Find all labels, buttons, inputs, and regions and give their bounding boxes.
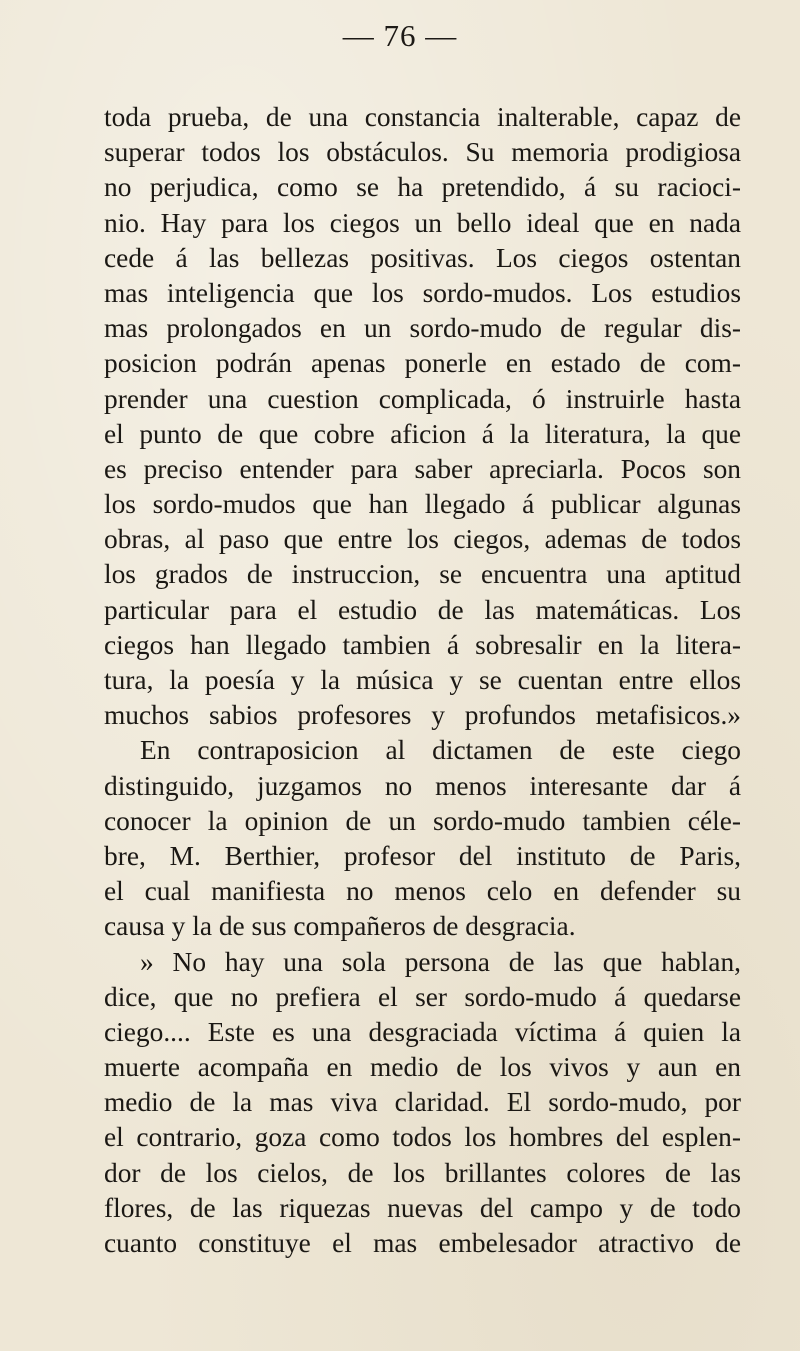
- text-line: distinguido, juzgamos no menos interesante dar á: [104, 770, 741, 801]
- text-line: posicion podrán apenas ponerle en estado de com-: [104, 348, 741, 379]
- text-line: mas prolongados en un sordo-mudo de regular dis-: [104, 313, 741, 344]
- text-line: nio. Hay para los ciegos un bello ideal que en nada: [104, 207, 741, 238]
- text-line: mas inteligencia que los sordo-mudos. Los estudios: [104, 277, 741, 308]
- text-line: el contrario, goza como todos los hombres del esplen-: [104, 1122, 741, 1153]
- text-line: bre, M. Berthier, profesor del instituto de Paris,: [104, 840, 741, 871]
- text-line: superar todos los obstáculos. Su memoria prodigiosa: [104, 137, 741, 168]
- text-line: En contraposicion al dictamen de este ciego: [140, 735, 741, 766]
- text-line: dor de los cielos, de los brillantes colores de las: [104, 1157, 741, 1188]
- text-line: los sordo-mudos que han llegado á publicar algunas: [104, 489, 741, 520]
- text-line: cuanto constituye el mas embelesador atractivo de: [104, 1228, 741, 1258]
- text-line: el punto de que cobre aficion á la literatura, la que: [104, 418, 741, 449]
- text-line: obras, al paso que entre los ciegos, ademas de todos: [104, 524, 741, 555]
- text-line: ciego.... Este es una desgraciada víctima á quien la: [104, 1016, 741, 1047]
- text-line: el cual manifiesta no menos celo en defender su: [104, 876, 741, 907]
- text-line: particular para el estudio de las matemáticas. Los: [104, 594, 741, 625]
- text-line: flores, de las riquezas nuevas del campo y de todo: [104, 1192, 741, 1223]
- text-line: no perjudica, como se ha pretendido, á su racioci-: [104, 172, 741, 203]
- text-line: medio de la mas viva claridad. El sordo-mudo, por: [104, 1087, 741, 1118]
- text-line: es preciso entender para saber apreciarla. Pocos son: [104, 453, 741, 484]
- text-line: ciegos han llegado tambien á sobresalir en la litera-: [104, 629, 741, 660]
- text-line: dice, que no prefiera el ser sordo-mudo á quedarse: [104, 981, 741, 1012]
- text-line: muchos sabios profesores y profundos metafisicos.»: [104, 700, 741, 731]
- text-line: prender una cuestion complicada, ó instruirle hasta: [104, 383, 741, 414]
- text-line: muerte acompaña en medio de los vivos y aun en: [104, 1052, 741, 1083]
- page-number: — 76 —: [342, 18, 458, 53]
- text-line: cede á las bellezas positivas. Los ciegos ostentan: [104, 242, 741, 273]
- text-line: conocer la opinion de un sordo-mudo tambien céle-: [104, 805, 741, 836]
- text-line: » No hay una sola persona de las que hablan,: [140, 946, 741, 977]
- text-line: toda prueba, de una constancia inalterable, capaz de: [104, 102, 741, 132]
- text-line: causa y la de sus compañeros de desgracia.: [104, 911, 576, 942]
- body-text: [104, 100, 741, 1261]
- text-line: los grados de instruccion, se encuentra una aptitud: [104, 559, 741, 590]
- text-line: tura, la poesía y la música y se cuentan entre ellos: [104, 665, 741, 695]
